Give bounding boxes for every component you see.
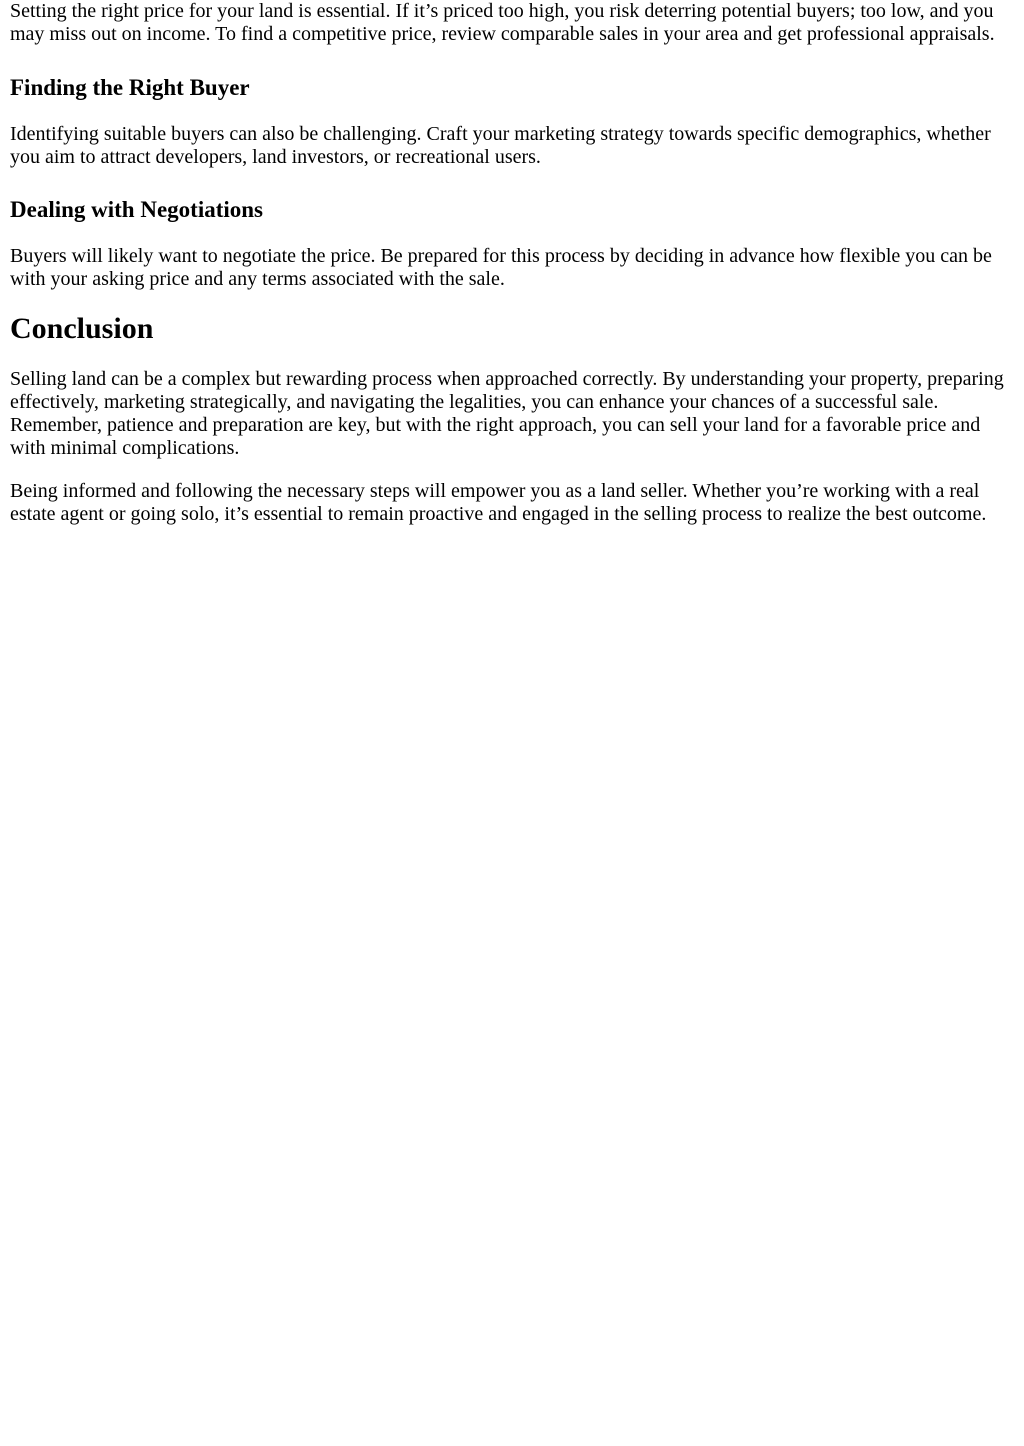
finding-buyer-paragraph: Identifying suitable buyers can also be challenging. Craft your marketing strategy towards specific demographics, whether you aim to attract developers, land investors, or recreational users.: [10, 123, 991, 168]
article-body: [0, 0, 1024, 526]
conclusion-paragraph-2: Being informed and following the necessary steps will empower you as a land seller. Whether you’re working with a real estate agent or going solo, it’s essential to remain proactive and engaged in the selling process to realize the best outcome.: [10, 480, 987, 525]
pricing-paragraph: Setting the right price for your land is essential. If it’s priced too high, you risk deterring potential buyers; too low, and you may miss out on income. To find a competitive price, review comparable sales in your area and get professional appraisals.: [10, 0, 995, 45]
finding-buyer-heading: Finding the Right Buyer: [10, 75, 250, 100]
negotiations-paragraph: Buyers will likely want to negotiate the price. Be prepared for this process by deciding in advance how flexible you can be with your asking price and any terms associated with the sale.: [10, 245, 992, 290]
negotiations-heading: Dealing with Negotiations: [10, 197, 263, 222]
conclusion-heading: Conclusion: [10, 312, 154, 345]
conclusion-paragraph-1: Selling land can be a complex but rewarding process when approached correctly. By understanding your property, preparing effectively, marketing strategically, and navigating the legalities, you can enhance your chances of a successful sale. Remember, patience and preparation are key, but with the right approach, you can sell your land for a favorable price and with minimal complications.: [10, 368, 1004, 459]
